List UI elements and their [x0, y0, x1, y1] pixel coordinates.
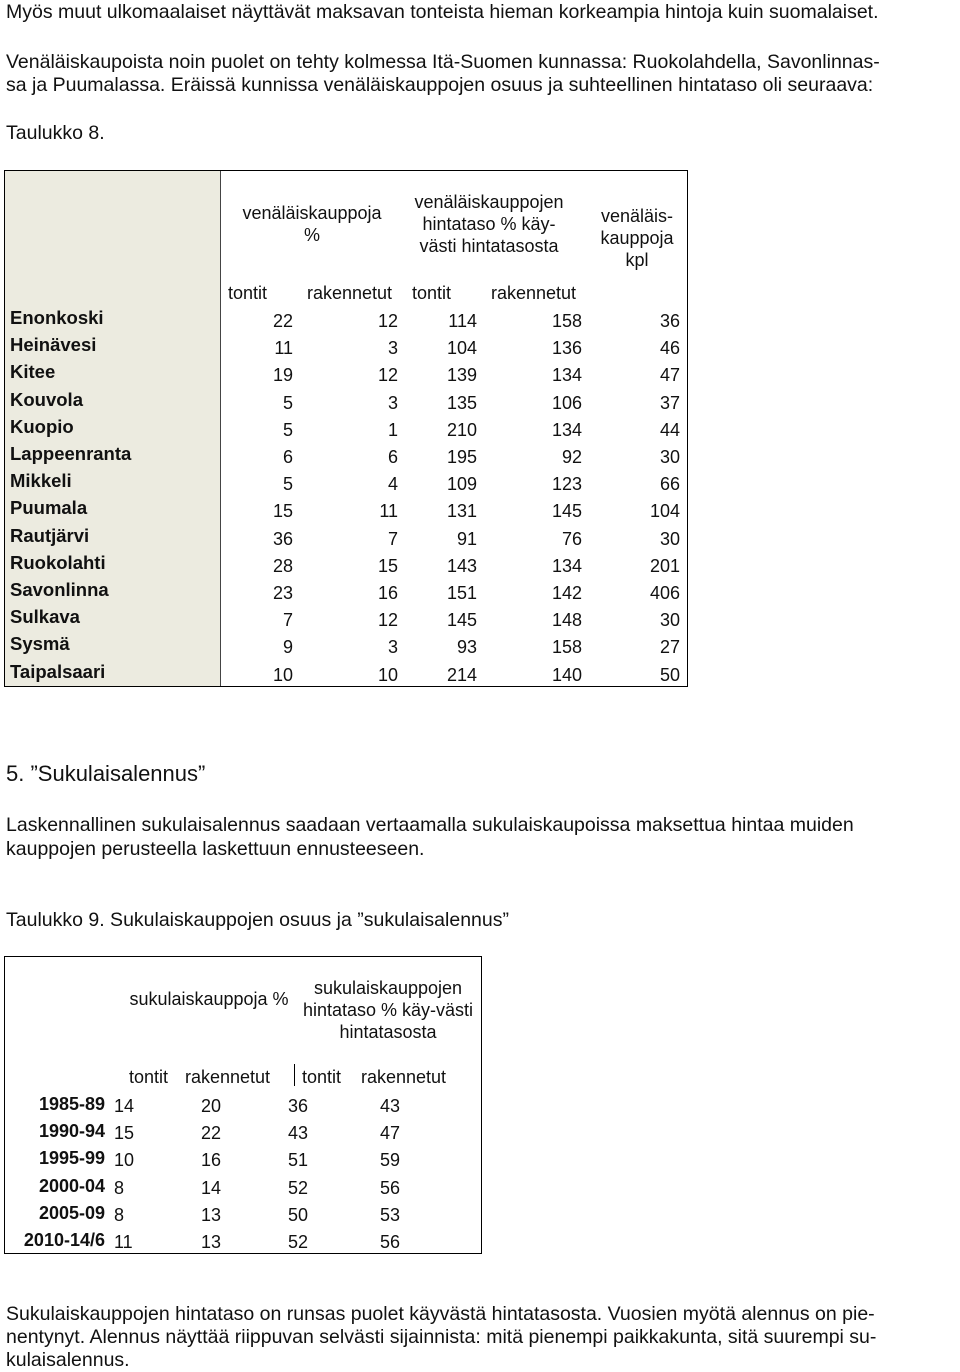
table8-cell: 12: [377, 610, 398, 631]
table8-cell: 145: [551, 501, 582, 522]
table9-cell: 8: [114, 1204, 125, 1225]
table8-row-label: Kouvola: [10, 388, 83, 410]
table9-cell: 53: [380, 1204, 401, 1225]
table8-row-label: Savonlinna: [10, 579, 109, 600]
intro-line-1: Myös muut ulkomaalaiset näyttävät maksavan tonteista hieman korkeampia hintoja kuin suomalaiset.: [6, 1, 879, 23]
table8-cell: 22: [272, 311, 293, 331]
table8-cell: 139: [446, 365, 477, 386]
table8-cell: 106: [551, 392, 582, 413]
table9-cell: 36: [288, 1096, 309, 1116]
table8-cell: 10: [377, 664, 398, 685]
table8-cell: 135: [446, 392, 477, 413]
table8-cell: 134: [551, 419, 582, 440]
table9-cell: 43: [380, 1096, 401, 1116]
table9-row-label: 1985-89: [38, 1094, 105, 1114]
table9-column-separator: [294, 1064, 295, 1086]
table8-cell: 30: [659, 610, 680, 631]
table9-header-price: sukulaiskauppojen hintataso % käy-västi hintatasosta: [302, 978, 474, 1042]
table8-cell: 195: [446, 447, 477, 467]
table9-cell: 15: [114, 1123, 135, 1144]
table9-cell: 47: [380, 1123, 401, 1144]
section-5-heading: 5. ”Sukulaisalennus”: [6, 761, 206, 786]
table8-cell: 3: [387, 392, 398, 413]
table8-row-label: Heinävesi: [10, 334, 97, 356]
table8-sub-header: rakennetut: [491, 283, 577, 303]
table9-sub-header: tontit: [129, 1067, 169, 1087]
table9-cell: 11: [114, 1232, 133, 1252]
table8-cell: 12: [377, 365, 398, 386]
table8-cell: 158: [551, 637, 582, 658]
table8-row-label: Sulkava: [10, 606, 80, 628]
table9-cell: 43: [288, 1123, 309, 1144]
table9-sub-header: rakennetut: [361, 1067, 447, 1087]
intro-line-2: Venäläiskaupoista noin puolet on tehty kolmessa Itä-Suomen kunnassa: Ruokolahdella, Savonlinnas-: [6, 51, 880, 73]
table9-sub-header: rakennetut: [185, 1067, 271, 1087]
table8-cell: 11: [379, 501, 398, 522]
table8-cell: 6: [282, 447, 293, 467]
table8-cell: 92: [561, 447, 582, 467]
table9-cell: 8: [114, 1177, 125, 1198]
table8-cell: 16: [377, 583, 398, 603]
table9-cell: 52: [288, 1177, 309, 1198]
table8-cell: 50: [659, 664, 680, 685]
table9-cell: 22: [201, 1123, 222, 1144]
table8-cell: 123: [551, 474, 582, 495]
table8-cell: 44: [659, 419, 680, 440]
table8-cell: 142: [551, 583, 582, 603]
table8-row-label: Ruokolahti: [10, 551, 106, 573]
table8-cell: 148: [551, 610, 582, 631]
table8-row-label: Puumala: [10, 497, 88, 519]
table8-cell: 143: [446, 555, 477, 576]
table8-row-label: Lappeenranta: [10, 443, 132, 464]
closing-line-2: nentynyt. Alennus näyttää riippuvan selvästi sijainnista: mitä pienempi paikkakunta, sitä suurempi su-: [6, 1326, 877, 1348]
table9-cell: 52: [288, 1232, 309, 1252]
table9-cell: 14: [114, 1096, 135, 1116]
table8-cell: 136: [551, 338, 582, 359]
table8-cell: 12: [377, 311, 398, 331]
table8-header-count: venäläis-kauppoja kpl: [600, 206, 674, 270]
table8-cell: 37: [659, 392, 680, 413]
table9-cell: 14: [201, 1177, 222, 1198]
table8-row-label: Mikkeli: [10, 470, 72, 492]
table9-row-label: 2000-04: [38, 1175, 105, 1196]
closing-line-3: kulaisalennus.: [6, 1349, 130, 1371]
table8-cell: 5: [282, 419, 293, 440]
table8-cell: 131: [446, 501, 477, 522]
table9-cell: 59: [380, 1150, 401, 1171]
table-8: [4, 170, 688, 687]
table8-cell: 15: [272, 501, 293, 522]
table8-cell: 134: [551, 555, 582, 576]
table9-cell: 10: [114, 1150, 135, 1171]
table8-row-label: Sysmä: [10, 633, 70, 655]
table8-cell: 5: [282, 392, 293, 413]
table8-cell: 134: [551, 365, 582, 386]
table9-cell: 51: [288, 1150, 309, 1171]
table8-cell: 5: [282, 474, 293, 495]
table8-cell: 406: [649, 583, 680, 603]
table8-cell: 140: [551, 664, 582, 685]
table8-cell: 158: [551, 311, 582, 331]
table8-cell: 28: [272, 555, 293, 576]
table8-cell: 7: [387, 528, 398, 549]
table8-cell: 30: [659, 447, 680, 467]
table9-header-share: sukulaiskauppoja %: [129, 989, 289, 1009]
table8-header-share: venäläiskauppoja %: [242, 203, 382, 245]
table8-cell: 47: [659, 365, 680, 386]
table8-cell: 1: [387, 419, 398, 440]
table8-cell: 201: [649, 555, 680, 576]
table9-cell: 13: [201, 1232, 222, 1252]
table8-cell: 9: [282, 637, 293, 658]
table9-sub-header: tontit: [302, 1067, 342, 1087]
intro-line-3: sa ja Puumalassa. Eräissä kunnissa venäläiskauppojen osuus ja suhteellinen hintataso oli seuraava:: [6, 74, 874, 96]
table8-cell: 7: [282, 610, 293, 631]
table8-row-label: Taipalsaari: [10, 660, 106, 682]
table8-cell: 151: [446, 583, 477, 603]
table8-cell: 19: [272, 365, 293, 386]
table8-cell: 15: [377, 555, 398, 576]
table8-row-label: Rautjärvi: [10, 524, 90, 546]
table9-cell: 56: [380, 1177, 401, 1198]
table9-row-label: 1990-94: [38, 1121, 105, 1142]
table8-cell: 104: [446, 338, 477, 359]
table8-cell: 4: [387, 474, 398, 495]
table8-cell: 76: [561, 528, 582, 549]
table8-cell: 91: [456, 528, 477, 549]
table8-cell: 27: [659, 637, 680, 658]
section5-para-line-1: Laskennallinen sukulaisalennus saadaan vertaamalla sukulaiskaupoissa maksettua hintaa muiden: [6, 814, 854, 836]
table9-cell: 50: [288, 1204, 309, 1225]
table9-row-label: 1995-99: [38, 1148, 105, 1169]
table8-row-label: Kuopio: [10, 415, 74, 437]
table8-header-price: venäläiskauppojen hintataso % käy-västi hintatasosta: [414, 192, 564, 256]
table8-cell: 10: [272, 664, 293, 685]
table8-cell: 3: [387, 637, 398, 658]
table9-row-label: 2010-14/6: [23, 1230, 105, 1250]
table8-cell: 11: [274, 338, 293, 359]
table8-sub-header: tontit: [228, 283, 268, 303]
table8-cell: 104: [649, 501, 680, 522]
table8-cell: 210: [446, 419, 477, 440]
table8-caption: Taulukko 8.: [6, 122, 105, 144]
table8-sub-header: rakennetut: [307, 283, 393, 303]
table8-sub-header: tontit: [412, 283, 452, 303]
table9-cell: 56: [380, 1232, 401, 1252]
table8-cell: 3: [387, 338, 398, 359]
table8-cell: 145: [446, 610, 477, 631]
closing-line-1: Sukulaiskauppojen hintataso on runsas puolet käyvästä hintatasosta. Vuosien myötä alennus on pie-: [6, 1303, 875, 1325]
table8-cell: 114: [448, 311, 477, 331]
table8-cell: 30: [659, 528, 680, 549]
table8-cell: 36: [659, 311, 680, 331]
table8-row-label: Kitee: [10, 361, 56, 383]
table8-cell: 109: [446, 474, 477, 495]
section5-para-line-2: kauppojen perusteella laskettuun ennusteeseen.: [6, 838, 425, 860]
table9-cell: 13: [201, 1204, 222, 1225]
table9-cell: 20: [201, 1096, 222, 1116]
table8-cell: 46: [659, 338, 680, 359]
table8-cell: 6: [387, 447, 398, 467]
table8-cell: 93: [456, 637, 477, 658]
table8-cell: 36: [272, 528, 293, 549]
table8-cell: 23: [272, 583, 293, 603]
table9-caption: Taulukko 9. Sukulaiskauppojen osuus ja ”sukulaisalennus”: [6, 909, 509, 931]
table9-row-label: 2005-09: [38, 1202, 105, 1223]
table8-row-label: Enonkoski: [10, 307, 104, 328]
table8-cell: 66: [659, 474, 680, 495]
table9-cell: 16: [201, 1150, 222, 1171]
table-9: [4, 956, 482, 1254]
table8-cell: 214: [446, 664, 477, 685]
